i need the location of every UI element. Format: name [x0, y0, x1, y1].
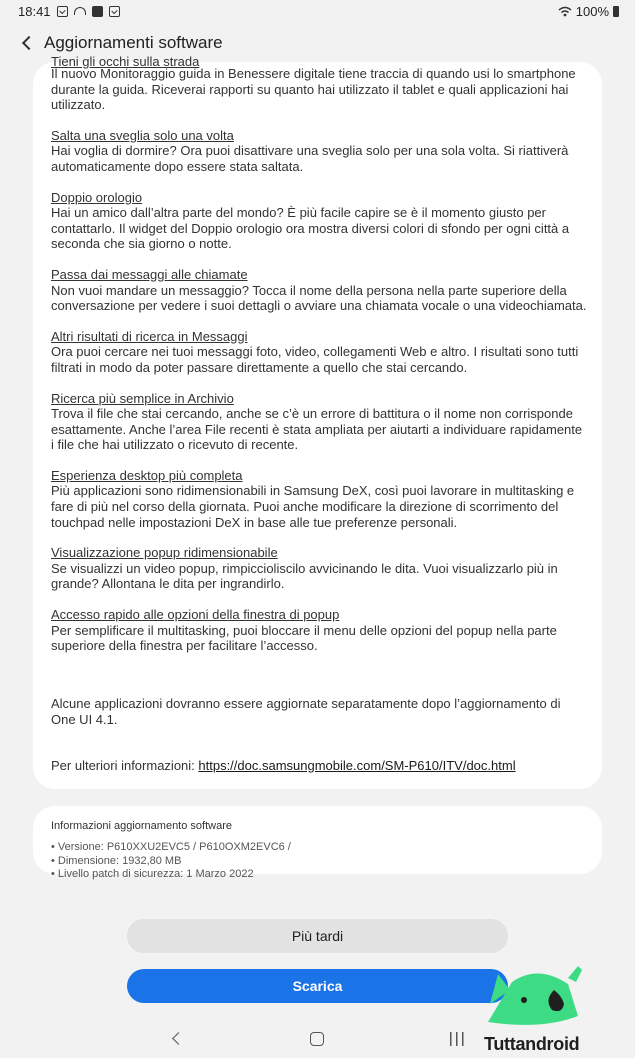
section-body: Più applicazioni sono ridimensionabili in Samsung DeX, così puoi lavorare in multitasking e fare di più nel corso della giornata. Puoi anche modificare la direzione di scorrimento del touchpad nelle impostazioni DeX in base alle tue preferenze personali.	[51, 483, 575, 530]
section-message-search	[51, 329, 588, 376]
section-alarm	[51, 128, 588, 175]
section-popup-resize	[51, 545, 588, 592]
nav-home-icon[interactable]	[310, 1032, 324, 1046]
watermark-logo	[482, 960, 602, 1058]
section-body: Se visualizzi un video popup, rimpiccioliscilo avvicinando le dita. Vuoi visualizzarlo più in grande? Allontana le dita per ingrandirlo.	[51, 560, 558, 592]
monitoring-paragraph: Il nuovo Monitoraggio guida in Benessere digitale tiene traccia di quando usi lo smartphone durante la guida. Riceverai rapporti su quanto hai utilizzato il tablet e quali applicazioni hai utilizzato.	[51, 66, 576, 113]
app-notification-icon	[109, 6, 120, 17]
more-info-label: Per ulteriori informazioni:	[51, 758, 199, 773]
later-button[interactable]: Più tardi	[127, 919, 508, 953]
page-title: Aggiornamenti software	[44, 33, 223, 52]
partial-section-title: Tieni gli occhi sulla strada	[51, 54, 200, 69]
clock: 18:41	[18, 3, 51, 19]
more-info-link[interactable]: https://doc.samsungmobile.com/SM-P610/ITV/doc.html	[198, 758, 516, 773]
section-title: Passa dai messaggi alle chiamate	[51, 266, 248, 282]
section-title: Accesso rapido alle opzioni della finestra di popup	[51, 607, 340, 623]
section-body: Trova il file che stai cercando, anche se c’è un errore di battitura o il nome non corrisponde esattamente. Anche l’area File recenti è stata ampliata per aiutarti a individuare rapidamente i file che hai utilizzato o ricevuto di recente.	[51, 406, 583, 453]
battery-icon	[613, 6, 619, 17]
status-bar	[0, 0, 635, 22]
info-version: • Versione: P610XXU2EVC5 / P610OXM2EVC6 /	[51, 841, 291, 853]
section-messages-calls	[51, 267, 588, 314]
back-button[interactable]	[14, 28, 40, 58]
nav-back-icon[interactable]	[172, 1032, 185, 1045]
apps-update-note: Alcune applicazioni dovranno essere aggiornate separatamente dopo l’aggiornamento di One UI 4.1.	[51, 696, 561, 727]
section-popup-options	[51, 607, 588, 654]
section-title: Salta una sveglia solo una volta	[51, 127, 234, 143]
watermark-text: Tuttandroid	[484, 1034, 580, 1054]
section-body: Ora puoi cercare nei tuoi messaggi foto, video, collegamenti Web e altro. I risultati sono tutti filtrati in modo da poter passare direttamente a quello che stai cercando.	[51, 344, 579, 375]
android-robot-icon	[482, 960, 592, 1040]
info-security-patch: • Livello patch di sicurezza: 1 Marzo 2022	[51, 868, 254, 880]
info-size: • Dimensione: 1932,80 MB	[51, 854, 182, 867]
section-title: Doppio orologio	[51, 189, 143, 205]
section-title: Esperienza desktop più completa	[51, 467, 243, 483]
battery-level: 100%	[575, 3, 609, 19]
weather-icon	[74, 7, 86, 15]
section-body: Non vuoi mandare un messaggio? Tocca il nome della persona nella parte superiore della conversazione per vedere i suoi dettagli o avviare una chiamata vocale o una videochiamata.	[51, 282, 587, 314]
wifi-icon	[558, 6, 572, 17]
nav-recents-icon[interactable]	[450, 1032, 464, 1046]
section-body: Per semplificare il multitasking, puoi bloccare il menu delle opzioni del popup nella parte superiore della finestra per facilitare l’accesso.	[51, 622, 557, 654]
info-title: Informazioni aggiornamento software	[51, 820, 232, 832]
section-body: Hai voglia di dormire? Ora puoi disattivare una sveglia solo per una sola volta. Si riattiverà automaticamente dopo essere stata saltata.	[51, 143, 569, 174]
back-arrow-icon	[22, 36, 36, 50]
section-title: Visualizzazione popup ridimensionabile	[51, 545, 278, 561]
section-title: Altri risultati di ricerca in Messaggi	[51, 328, 248, 344]
gallery-notification-icon	[92, 6, 103, 17]
release-notes-card[interactable]	[33, 54, 602, 789]
section-title: Ricerca più semplice in Archivio	[51, 390, 234, 406]
more-info	[51, 758, 588, 774]
section-archive-search	[51, 391, 588, 453]
checkbox-notification-icon	[57, 6, 68, 17]
release-notes	[51, 66, 588, 669]
section-dual-clock	[51, 190, 588, 252]
section-body: Hai un amico dall’altra parte del mondo? È più facile capire se è il momento giusto per contattarlo. Il widget del Doppio orologio ora mostra diversi colori di sfondo per ogni città a seconda che sia giorno o notte.	[51, 205, 570, 252]
section-desktop	[51, 468, 588, 530]
update-info-card	[33, 806, 602, 880]
download-button[interactable]: Scarica	[127, 969, 508, 1003]
